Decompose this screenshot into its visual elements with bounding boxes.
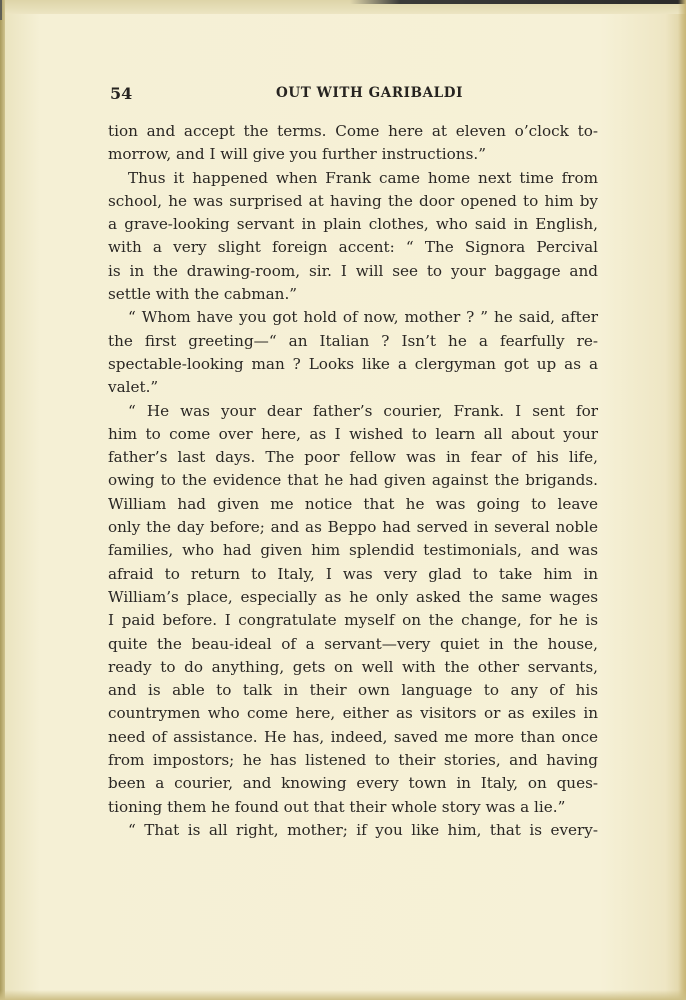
- running-head: OUT WITH GARIBALDI: [276, 85, 463, 101]
- text-line: I paid before. I congratulate myself on the change, for he is: [108, 611, 598, 630]
- text-line: quite the beau-ideal of a servant—very quiet in the house,: [108, 634, 598, 653]
- text-line: William’s place, especially as he only asked the same wages: [108, 587, 598, 606]
- text-line: “ He was your dear father’s courier, Frank. I sent for: [128, 401, 598, 420]
- text-line: is in the drawing-room, sir. I will see to your baggage and: [108, 261, 598, 280]
- text-line: countrymen who come here, either as visitors or as exiles in: [108, 704, 598, 723]
- page-right-edge: [678, 0, 686, 1000]
- page-number: 54: [110, 84, 133, 103]
- text-line: settle with the cabman.”: [108, 285, 298, 304]
- text-line: a grave-looking servant in plain clothes, who said in English,: [108, 215, 598, 234]
- text-line: spectable-looking man ? Looks like a clergyman got up as a: [108, 354, 598, 373]
- text-line: morrow, and I will give you further instructions.”: [108, 145, 486, 164]
- page-corner-mark: [0, 0, 2, 20]
- page-top-shadow: [350, 0, 686, 4]
- page-header: [110, 84, 600, 106]
- text-line: families, who had given him splendid testimonials, and was: [108, 541, 598, 560]
- text-line: tioning them he found out that their whole story was a lie.”: [108, 797, 566, 816]
- text-line: “ That is all right, mother; if you like him, that is every-: [128, 820, 598, 839]
- text-line: “ Whom have you got hold of now, mother ? ” he said, after: [128, 308, 598, 327]
- text-line: the first greeting—“ an Italian ? Isn’t he a fearfully re-: [108, 331, 598, 350]
- text-line: father’s last days. The poor fellow was in fear of his life,: [108, 448, 598, 467]
- text-line: owing to the evidence that he had given against the brigands.: [108, 471, 598, 490]
- text-line: been a courier, and knowing every town in Italy, on ques-: [108, 774, 598, 793]
- text-line: valet.”: [108, 378, 159, 397]
- text-line: William had given me notice that he was going to leave: [108, 494, 598, 513]
- text-line: tion and accept the terms. Come here at eleven o’clock to-: [108, 122, 598, 140]
- text-line: with a very slight foreign accent: “ The Signora Percival: [108, 238, 598, 257]
- text-line: ready to do anything, gets on well with the other servants,: [108, 657, 598, 676]
- text-line: and is able to talk in their own language to any of his: [108, 681, 598, 700]
- text-line: Thus it happened when Frank came home next time from: [128, 168, 598, 187]
- text-line: him to come over here, as I wished to learn all about your: [108, 424, 598, 443]
- text-line: school, he was surprised at having the door opened to him by: [108, 191, 598, 210]
- page-bottom-edge: [0, 990, 686, 1000]
- text-line: afraid to return to Italy, I was very glad to take him in: [108, 564, 598, 583]
- text-line: from impostors; he has listened to their stories, and having: [108, 751, 598, 770]
- text-line: need of assistance. He has, indeed, saved me more than once: [108, 727, 598, 746]
- page-left-edge: [0, 0, 5, 1000]
- text-line: only the day before; and as Beppo had served in several noble: [108, 518, 598, 537]
- body-text: [108, 120, 598, 842]
